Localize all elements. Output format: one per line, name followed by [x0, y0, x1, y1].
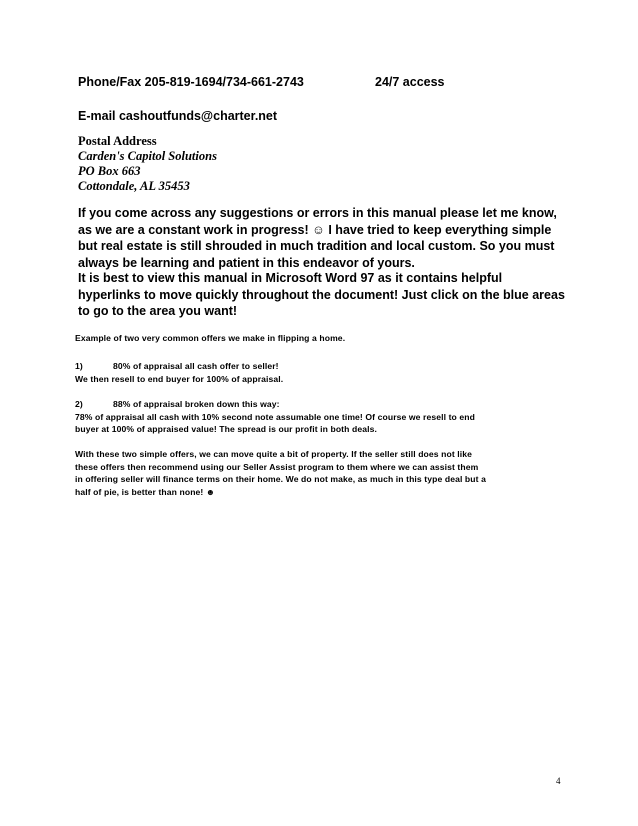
smiley-icon: ☺ — [312, 222, 325, 237]
offer-one — [75, 360, 575, 385]
offer-line: We then resell to end buyer for 100% of appraisal. — [75, 373, 284, 384]
closing-line: half of pie, is better than none! — [75, 487, 204, 498]
word97-paragraph: It is best to view this manual in Microsoft Word 97 as it contains helpful hyperlinks to move quickly throughout the document! Just click on the blue areas to go to the area you want! — [78, 271, 565, 318]
postal-line: PO Box 663 — [78, 164, 141, 178]
offer-number: 2) — [75, 399, 83, 409]
smiley-icon: ☻ — [205, 487, 216, 498]
offer-line: 80% of appraisal all cash offer to seller! — [113, 361, 279, 371]
intro-text: If you come across any suggestions or errors in this manual please let me know, as we are a constant work in progress! — [78, 206, 557, 237]
closing-paragraph — [75, 448, 575, 499]
offer-line: buyer at 100% of appraised value! The spread is our profit in both deals. — [75, 424, 377, 435]
postal-title: Postal Address — [78, 134, 157, 148]
closing-line: these offers then recommend using our Seller Assist program to them where we can assist them — [75, 461, 479, 472]
page-number: 4 — [556, 776, 561, 786]
email-address: E-mail cashoutfunds@charter.net — [78, 109, 278, 123]
offer-number: 1) — [75, 361, 83, 371]
intro-text-continued: I have tried to keep everything simple but real estate is still shrouded in much tradition and local custom. So you must always be learning and patient in this endeavor of yours. — [78, 222, 555, 270]
intro-paragraph — [78, 205, 568, 271]
postal-address — [78, 134, 217, 194]
postal-line: Cottondale, AL 35453 — [78, 179, 190, 193]
access-hours: 24/7 access — [375, 75, 445, 89]
closing-line: With these two simple offers, we can move quite a bit of property. If the seller still does not like — [75, 449, 473, 459]
offer-two — [75, 398, 575, 436]
phone-fax: Phone/Fax 205-819-1694/734-661-2743 — [78, 75, 304, 89]
postal-line: Carden's Capitol Solutions — [78, 149, 217, 163]
offer-line: 88% of appraisal broken down this way: — [113, 399, 280, 409]
example-heading: Example of two very common offers we make in flipping a home. — [75, 333, 346, 343]
offer-line: 78% of appraisal all cash with 10% second note assumable one time! Of course we resell to end — [75, 411, 475, 422]
closing-line: in offering seller will finance terms on their home. We do not make, as much in this type deal but a — [75, 474, 486, 485]
